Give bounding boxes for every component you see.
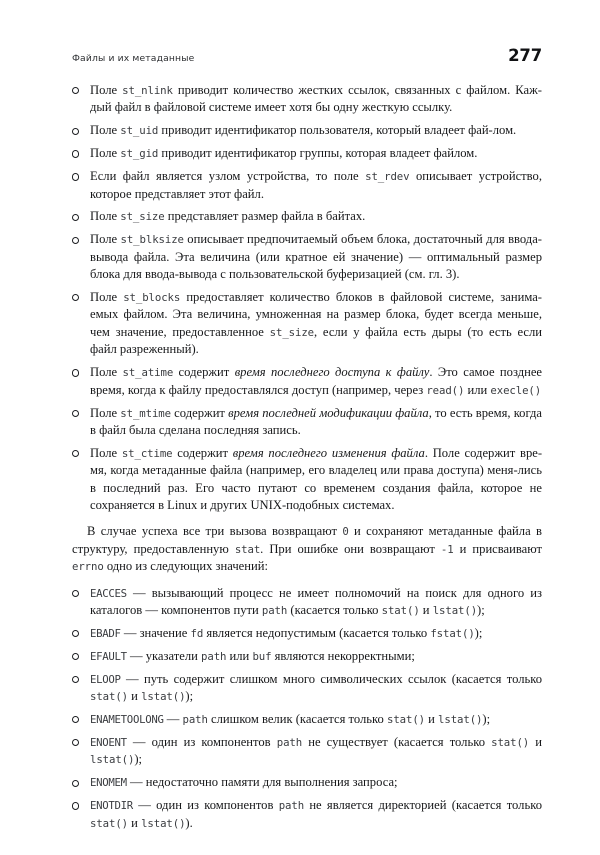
inline-code: fstat() — [430, 626, 475, 640]
bullet-circle-icon — [72, 676, 79, 683]
list-item-text: Поле st_gid приводит идентификатор группы, которая владеет файлом. — [90, 146, 478, 161]
inline-code: path — [182, 713, 208, 727]
bullet-circle-icon — [72, 630, 79, 637]
inline-code: stat() — [491, 736, 530, 749]
bullet-circle-icon — [72, 150, 79, 157]
bullet-circle-icon — [72, 739, 79, 746]
errno-item — [72, 734, 542, 769]
inline-code: st_nlink — [122, 84, 173, 97]
inline-code: st_uid — [120, 124, 159, 138]
stat-field-item — [72, 231, 542, 283]
inline-code: stat() — [90, 816, 129, 830]
errno-constant: ENAMETOOLONG — [90, 713, 164, 727]
errno-constant: ENOENT — [90, 736, 127, 749]
inline-code: path — [278, 799, 305, 813]
inline-code: errno — [72, 560, 104, 574]
stat-field-item — [72, 82, 542, 117]
bullet-circle-icon — [72, 410, 79, 417]
inline-code: read() — [426, 383, 465, 397]
stat-field-item — [72, 445, 542, 515]
bullet-circle-icon — [72, 294, 79, 301]
errno-item — [72, 774, 542, 791]
bullet-circle-icon — [72, 590, 79, 597]
errno-constant: EBADF — [90, 626, 121, 640]
inline-code: st_ctime — [121, 446, 173, 460]
inline-code: stat() — [90, 690, 129, 704]
inline-code: st_mtime — [120, 406, 171, 420]
bullet-circle-icon — [72, 237, 79, 244]
inline-code: st_rdev — [365, 170, 410, 184]
bullet-circle-icon — [72, 780, 79, 787]
list-item-text: Поле st_nlink приводит количество жестких ссылок, связанных с файлом. Каж-дый файл в файловой системе имеет хотя бы одну жесткую ссылку. — [90, 83, 542, 115]
list-item-text: Поле st_uid приводит идентификатор пользователя, который владеет фай-лом. — [90, 123, 517, 138]
errno-constant: ENOMEM — [90, 776, 127, 790]
inline-code: st_atime — [122, 366, 174, 380]
list-item-text: Поле st_mtime содержит время последней модификации файла, то есть время, когда в файл была сделана последняя запись. — [90, 405, 543, 437]
emphasis-text: время последнего изменения файла — [232, 445, 425, 460]
bullet-circle-icon — [72, 802, 79, 809]
stat-field-item — [72, 364, 542, 399]
errno-item — [72, 671, 542, 706]
stat-field-item — [72, 208, 542, 225]
list-item-text: ENOENT — один из компонентов path не существует (касается только stat() и lstat()); — [90, 735, 542, 767]
bullet-circle-icon — [72, 87, 79, 94]
stat-field-item — [72, 145, 542, 162]
inline-code: lstat() — [90, 753, 135, 767]
inline-code: lstat() — [432, 604, 478, 618]
list-item-text: EACCES — вызывающий процесс не имеет полномочий на поиск для одного из каталогов — компонентов пути path (касается только stat() и lstat()); — [90, 585, 542, 618]
list-item-text: Если файл является узлом устройства, то поле st_rdev описывает устройство, которое представляет этот файл. — [90, 169, 542, 201]
bullet-circle-icon — [72, 214, 79, 221]
list-item-text: EFAULT — указатели path или buf являются некорректными; — [90, 648, 415, 663]
list-item-text: Поле st_ctime содержит время последнего изменения файла. Поле содержит вре-мя, когда метаданные файла (например, его владелец или права доступа) меня-лись в последний раз. Его часто путают со временем создания файла, которое не сохраняется в Linux и других UNIX-подобных системах. — [90, 445, 543, 513]
emphasis-text: время последней модификации файла — [228, 405, 429, 420]
emphasis-text: время последнего доступа к файлу — [234, 365, 430, 380]
errno-constant: ELOOP — [90, 672, 121, 686]
list-item-text: ENAMETOOLONG — path слишком велик (касается только stat() и lstat()); — [90, 712, 491, 727]
inline-code: path — [276, 736, 303, 749]
running-header-title: Файлы и их метаданные — [72, 53, 195, 64]
errno-values-list — [72, 585, 542, 832]
inline-code: st_blocks — [123, 291, 181, 305]
bullet-circle-icon — [72, 128, 79, 135]
list-item-text: Поле st_atime содержит время последнего доступа к файлу. Это самое позднее время, когда к файлу предоставлялся доступ (например, через read() или execle() — [90, 365, 543, 397]
inline-code: stat() — [386, 713, 425, 727]
errno-item — [72, 625, 542, 642]
bullet-circle-icon — [72, 173, 79, 180]
list-item-text: Поле st_blocks предоставляет количество блоков в файловой системе, занима-емых файлом. Эта величина, умноженная на размер блока, будет всегда меньше, чем значение, предоставленное st_size, если у файла есть дыры (то есть если файл разреженный). — [90, 290, 543, 357]
inline-code: path — [201, 649, 227, 663]
stat-fields-list — [72, 82, 542, 514]
inline-code: fd — [190, 626, 204, 640]
errno-constant: ENOTDIR — [90, 799, 133, 813]
stat-field-item — [72, 168, 542, 203]
return-values-paragraph: В случае успеха все три вызова возвращают 0 и сохраняют метаданные файла в структуру, предоставленную stat. При ошибке они возвращают -1 и присваивают errno одно из следующих значений: — [72, 524, 542, 574]
inline-code: stat — [234, 542, 261, 556]
inline-code: st_blksize — [120, 233, 184, 247]
bullet-circle-icon — [72, 369, 79, 376]
inline-code: 0 — [342, 525, 349, 539]
errno-item — [72, 585, 542, 620]
bullet-circle-icon — [72, 450, 79, 457]
inline-code: execle() — [490, 383, 542, 397]
inline-code: lstat() — [438, 713, 483, 727]
errno-item — [72, 648, 542, 665]
list-item-text: ELOOP — путь содержит слишком много символических ссылок (касается только stat() и lstat()); — [90, 671, 542, 704]
list-item-text: Поле st_size представляет размер файла в байтах. — [90, 209, 366, 224]
inline-code: path — [261, 604, 288, 618]
text-column — [72, 82, 542, 838]
inline-code: lstat() — [141, 690, 186, 704]
errno-constant: EACCES — [90, 586, 127, 600]
inline-code: lstat() — [141, 816, 186, 830]
inline-code: st_size — [120, 210, 165, 224]
list-item-text: ENOTDIR — один из компонентов path не является директорией (касается только stat() и lstat()). — [90, 798, 542, 830]
inline-code: buf — [252, 649, 272, 663]
bullet-circle-icon — [72, 653, 79, 660]
errno-item — [72, 797, 542, 832]
errno-item — [72, 711, 542, 728]
stat-field-item — [72, 405, 542, 440]
inline-code: st_gid — [120, 147, 159, 161]
bullet-circle-icon — [72, 716, 79, 723]
page-number: 277 — [508, 46, 542, 65]
list-item-text: EBADF — значение fd является недопустимым (касается только fstat()); — [90, 625, 483, 640]
stat-field-item — [72, 122, 542, 139]
inline-code: stat() — [381, 604, 420, 618]
inline-code: st_size — [269, 325, 314, 339]
running-header — [72, 46, 542, 66]
errno-constant: EFAULT — [90, 649, 127, 663]
stat-field-item — [72, 289, 542, 359]
list-item-text: Поле st_blksize описывает предпочитаемый объем блока, достаточный для ввода-вывода файла. Эта величина (или кратное ей значение) — оптимальный размер блока для ввода-вывода с пользовательской буферизацией (см. гл. 3). — [90, 232, 542, 282]
list-item-text: ENOMEM — недостаточно памяти для выполнения запроса; — [90, 775, 398, 790]
inline-code: -1 — [440, 542, 454, 556]
